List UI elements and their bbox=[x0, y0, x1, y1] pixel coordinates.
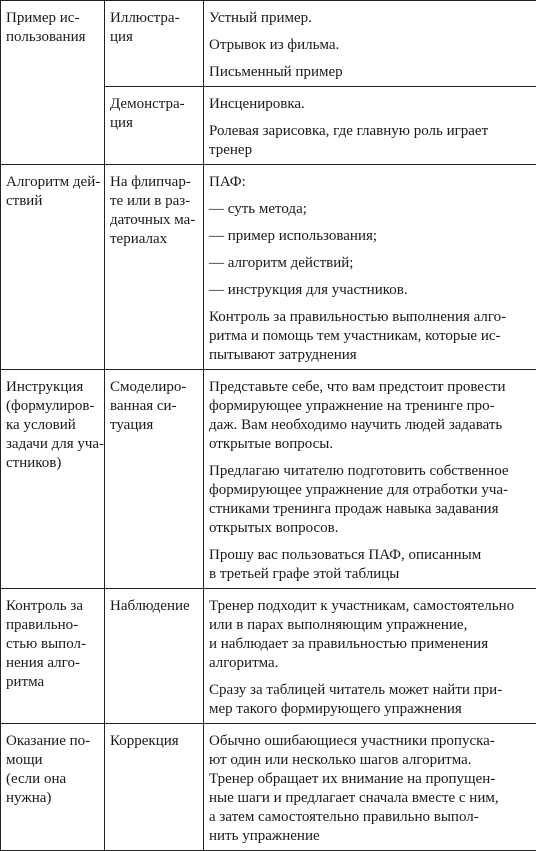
content-cell bbox=[204, 589, 536, 724]
content-text: алгоритма. bbox=[209, 654, 531, 673]
content-paragraph bbox=[209, 63, 531, 82]
method-cell bbox=[105, 1, 204, 87]
stage-text: пользования bbox=[6, 28, 99, 47]
stage-text: Контроль за bbox=[6, 597, 99, 616]
stage-text: Оказание по- bbox=[6, 732, 99, 751]
content-text: — алгоритм действий; bbox=[209, 254, 531, 273]
content-text: пытывают затруднения bbox=[209, 346, 531, 365]
method-text: Демонстра- bbox=[110, 95, 198, 114]
content-cell bbox=[204, 370, 536, 589]
content-paragraph bbox=[209, 597, 531, 673]
content-paragraph bbox=[209, 200, 531, 219]
stage-cell bbox=[1, 589, 105, 724]
stage-text: нения алго- bbox=[6, 654, 99, 673]
table-row bbox=[1, 370, 536, 589]
content-paragraph bbox=[209, 227, 531, 246]
stage-text: нужна) bbox=[6, 789, 99, 808]
content-paragraph bbox=[209, 681, 531, 719]
stage-text: задачи для уча- bbox=[6, 435, 99, 454]
content-text: Тренер подходит к участникам, самостоятельно bbox=[209, 597, 531, 616]
content-text: Устный пример. bbox=[209, 9, 531, 28]
table-row bbox=[1, 1, 536, 87]
content-text: стниками тренинга продаж навыка задавания bbox=[209, 500, 531, 519]
method-text: ция bbox=[110, 114, 198, 133]
method-text: туация bbox=[110, 416, 198, 435]
stage-cell bbox=[1, 165, 105, 370]
stage-text: ствий bbox=[6, 192, 99, 211]
content-text: Предлагаю читателю подготовить собственное bbox=[209, 462, 531, 481]
content-paragraph bbox=[209, 173, 531, 192]
content-text: — пример использования; bbox=[209, 227, 531, 246]
stage-text: Алгоритм дей- bbox=[6, 173, 99, 192]
content-text: и наблюдает за правильностью применения bbox=[209, 635, 531, 654]
content-text: ритма и помощь тем участникам, которые ис- bbox=[209, 327, 531, 346]
table-row bbox=[1, 724, 536, 851]
method-text: те или в раз- bbox=[110, 192, 198, 211]
content-text: — суть метода; bbox=[209, 200, 531, 219]
method-cell bbox=[105, 165, 204, 370]
method-text: Смоделиро- bbox=[110, 378, 198, 397]
stage-text: ритма bbox=[6, 673, 99, 692]
method-text: Иллюстра- bbox=[110, 9, 198, 28]
stage-text: Инструкция bbox=[6, 378, 99, 397]
content-text: формирующее упражнение для отработки уча- bbox=[209, 481, 531, 500]
content-paragraph bbox=[209, 281, 531, 300]
content-text: открытые вопросы. bbox=[209, 435, 531, 454]
content-text: Обычно ошибающиеся участники пропуска- bbox=[209, 732, 531, 751]
stage-text: (если она bbox=[6, 770, 99, 789]
content-cell bbox=[204, 1, 536, 87]
content-text: в третьей графе этой таблицы bbox=[209, 565, 531, 584]
stage-text: ка условий bbox=[6, 416, 99, 435]
method-text: На флипчар- bbox=[110, 173, 198, 192]
content-text: Контроль за правильностью выполнения алго- bbox=[209, 308, 531, 327]
content-text: Прошу вас пользоваться ПАФ, описанным bbox=[209, 546, 531, 565]
content-paragraph bbox=[209, 462, 531, 538]
content-text: Ролевая зарисовка, где главную роль играет bbox=[209, 122, 531, 141]
content-text: ПАФ: bbox=[209, 173, 531, 192]
content-paragraph bbox=[209, 546, 531, 584]
method-text: ция bbox=[110, 28, 198, 47]
table-row bbox=[1, 589, 536, 724]
content-text: открытых вопросов. bbox=[209, 519, 531, 538]
stage-text: мощи bbox=[6, 751, 99, 770]
table-row bbox=[1, 165, 536, 370]
content-text: Сразу за таблицей читатель может найти при- bbox=[209, 681, 531, 700]
content-text: Представьте себе, что вам предстоит провести bbox=[209, 378, 531, 397]
content-paragraph bbox=[209, 732, 531, 846]
method-text: даточных ма- bbox=[110, 211, 198, 230]
content-text: или в парах выполняющим упражнение, bbox=[209, 616, 531, 635]
content-text: Инсценировка. bbox=[209, 95, 531, 114]
content-paragraph bbox=[209, 36, 531, 55]
content-paragraph bbox=[209, 9, 531, 28]
method-cell bbox=[105, 589, 204, 724]
content-paragraph bbox=[209, 378, 531, 454]
content-paragraph bbox=[209, 308, 531, 365]
stage-text: Пример ис- bbox=[6, 9, 99, 28]
stage-text: стью выпол- bbox=[6, 635, 99, 654]
content-cell bbox=[204, 87, 536, 165]
content-text: нить упражнение bbox=[209, 827, 531, 846]
content-text: тренер bbox=[209, 141, 531, 160]
content-text: формирующее упражнение на тренинге про- bbox=[209, 397, 531, 416]
content-paragraph bbox=[209, 254, 531, 273]
method-cell bbox=[105, 370, 204, 589]
stage-cell bbox=[1, 724, 105, 851]
method-text: Коррекция bbox=[110, 732, 198, 751]
content-paragraph bbox=[209, 95, 531, 114]
method-text: ванная си- bbox=[110, 397, 198, 416]
content-paragraph bbox=[209, 122, 531, 160]
method-text: териалах bbox=[110, 230, 198, 249]
stage-text: стников) bbox=[6, 454, 99, 473]
method-text: Наблюдение bbox=[110, 597, 198, 616]
content-text: даж. Вам необходимо научить людей задавать bbox=[209, 416, 531, 435]
stage-text: правильно- bbox=[6, 616, 99, 635]
content-text: Тренер обращает их внимание на пропущен- bbox=[209, 770, 531, 789]
content-text: мер такого формирующего упражнения bbox=[209, 700, 531, 719]
content-cell bbox=[204, 724, 536, 851]
stage-text: (формулиров- bbox=[6, 397, 99, 416]
content-text: ные шаги и предлагает сначала вместе с ним, bbox=[209, 789, 531, 808]
method-cell bbox=[105, 724, 204, 851]
content-text: — инструкция для участников. bbox=[209, 281, 531, 300]
content-cell bbox=[204, 165, 536, 370]
stage-cell bbox=[1, 1, 105, 165]
stage-cell bbox=[1, 370, 105, 589]
method-cell bbox=[105, 87, 204, 165]
content-text: ют один или несколько шагов алгоритма. bbox=[209, 751, 531, 770]
content-text: Отрывок из фильма. bbox=[209, 36, 531, 55]
content-text: а затем самостоятельно правильно выпол- bbox=[209, 808, 531, 827]
content-text: Письменный пример bbox=[209, 63, 531, 82]
